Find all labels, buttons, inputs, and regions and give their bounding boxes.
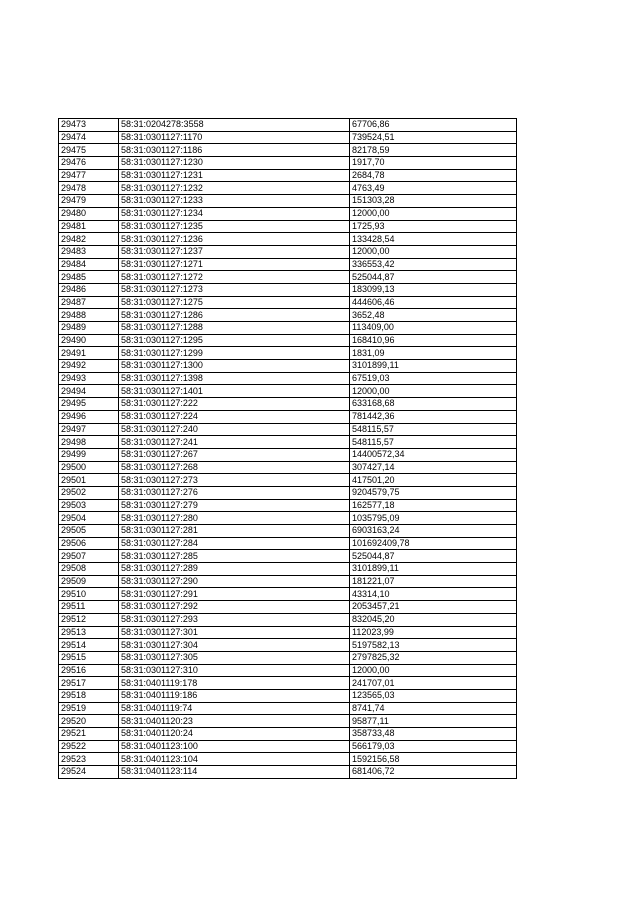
row-number-cell: 29513 xyxy=(59,626,119,639)
value-cell: 3101899,11 xyxy=(350,360,517,373)
row-number-cell: 29523 xyxy=(59,753,119,766)
cadastral-number-cell: 58:31:0301127:280 xyxy=(119,512,350,525)
value-cell: 681406,72 xyxy=(350,766,517,779)
cadastral-number-cell: 58:31:0301127:1232 xyxy=(119,182,350,195)
table-row xyxy=(59,486,517,499)
value-cell: 95877,11 xyxy=(350,715,517,728)
table-row xyxy=(59,728,517,741)
table-row xyxy=(59,613,517,626)
table-row xyxy=(59,575,517,588)
cadastral-number-cell: 58:31:0301127:224 xyxy=(119,410,350,423)
table-row xyxy=(59,436,517,449)
value-cell: 151303,28 xyxy=(350,195,517,208)
row-number-cell: 29479 xyxy=(59,195,119,208)
cadastral-number-cell: 58:31:0301127:1295 xyxy=(119,334,350,347)
table-body xyxy=(59,119,517,779)
row-number-cell: 29505 xyxy=(59,525,119,538)
table-row xyxy=(59,448,517,461)
value-cell: 1917,70 xyxy=(350,157,517,170)
cadastral-number-cell: 58:31:0301127:1170 xyxy=(119,131,350,144)
value-cell: 3101899,11 xyxy=(350,563,517,576)
row-number-cell: 29485 xyxy=(59,271,119,284)
value-cell: 6903163,24 xyxy=(350,525,517,538)
row-number-cell: 29518 xyxy=(59,689,119,702)
value-cell: 739524,51 xyxy=(350,131,517,144)
table-row xyxy=(59,347,517,360)
cadastral-number-cell: 58:31:0401119:178 xyxy=(119,677,350,690)
table-row xyxy=(59,766,517,779)
row-number-cell: 29508 xyxy=(59,563,119,576)
value-cell: 832045,20 xyxy=(350,613,517,626)
value-cell: 168410,96 xyxy=(350,334,517,347)
value-cell: 12000,00 xyxy=(350,245,517,258)
row-number-cell: 29496 xyxy=(59,410,119,423)
value-cell: 1831,09 xyxy=(350,347,517,360)
value-cell: 112023,99 xyxy=(350,626,517,639)
table-row xyxy=(59,563,517,576)
cadastral-number-cell: 58:31:0301127:304 xyxy=(119,639,350,652)
table-row xyxy=(59,664,517,677)
value-cell: 5197582,13 xyxy=(350,639,517,652)
value-cell: 548115,57 xyxy=(350,436,517,449)
row-number-cell: 29477 xyxy=(59,169,119,182)
value-cell: 241707,01 xyxy=(350,677,517,690)
table-row xyxy=(59,360,517,373)
cadastral-number-cell: 58:31:0301127:1235 xyxy=(119,220,350,233)
row-number-cell: 29474 xyxy=(59,131,119,144)
cadastral-number-cell: 58:31:0301127:310 xyxy=(119,664,350,677)
cadastral-number-cell: 58:31:0301127:1272 xyxy=(119,271,350,284)
value-cell: 12000,00 xyxy=(350,664,517,677)
table-row xyxy=(59,233,517,246)
value-cell: 1725,93 xyxy=(350,220,517,233)
table-row xyxy=(59,601,517,614)
value-cell: 307427,14 xyxy=(350,461,517,474)
cadastral-number-cell: 58:31:0301127:241 xyxy=(119,436,350,449)
cadastral-number-cell: 58:31:0301127:1234 xyxy=(119,207,350,220)
row-number-cell: 29503 xyxy=(59,499,119,512)
table-row xyxy=(59,588,517,601)
value-cell: 3652,48 xyxy=(350,309,517,322)
value-cell: 444606,46 xyxy=(350,296,517,309)
row-number-cell: 29498 xyxy=(59,436,119,449)
table-row xyxy=(59,702,517,715)
row-number-cell: 29490 xyxy=(59,334,119,347)
value-cell: 548115,57 xyxy=(350,423,517,436)
table-row xyxy=(59,372,517,385)
table-row xyxy=(59,182,517,195)
table-row xyxy=(59,157,517,170)
row-number-cell: 29497 xyxy=(59,423,119,436)
table-row xyxy=(59,410,517,423)
value-cell: 12000,00 xyxy=(350,207,517,220)
table-row xyxy=(59,195,517,208)
cadastral-number-cell: 58:31:0301127:293 xyxy=(119,613,350,626)
value-cell: 43314,10 xyxy=(350,588,517,601)
row-number-cell: 29494 xyxy=(59,385,119,398)
row-number-cell: 29495 xyxy=(59,398,119,411)
table-row xyxy=(59,525,517,538)
cadastral-number-cell: 58:31:0301127:1236 xyxy=(119,233,350,246)
cadastral-number-cell: 58:31:0301127:284 xyxy=(119,537,350,550)
table-row xyxy=(59,309,517,322)
cadastral-number-cell: 58:31:0301127:301 xyxy=(119,626,350,639)
table-row xyxy=(59,169,517,182)
cadastral-number-cell: 58:31:0301127:267 xyxy=(119,448,350,461)
cadastral-number-cell: 58:31:0301127:1299 xyxy=(119,347,350,360)
table-row xyxy=(59,512,517,525)
row-number-cell: 29509 xyxy=(59,575,119,588)
row-number-cell: 29517 xyxy=(59,677,119,690)
value-cell: 67519,03 xyxy=(350,372,517,385)
row-number-cell: 29483 xyxy=(59,245,119,258)
table-row xyxy=(59,550,517,563)
row-number-cell: 29475 xyxy=(59,144,119,157)
row-number-cell: 29499 xyxy=(59,448,119,461)
row-number-cell: 29489 xyxy=(59,322,119,335)
value-cell: 183099,13 xyxy=(350,283,517,296)
cadastral-number-cell: 58:31:0301127:1233 xyxy=(119,195,350,208)
value-cell: 2053457,21 xyxy=(350,601,517,614)
cadastral-number-cell: 58:31:0301127:1230 xyxy=(119,157,350,170)
table-row xyxy=(59,651,517,664)
row-number-cell: 29491 xyxy=(59,347,119,360)
cadastral-number-cell: 58:31:0301127:305 xyxy=(119,651,350,664)
row-number-cell: 29504 xyxy=(59,512,119,525)
table-row xyxy=(59,119,517,132)
table-row xyxy=(59,144,517,157)
row-number-cell: 29521 xyxy=(59,728,119,741)
cadastral-number-cell: 58:31:0301127:1237 xyxy=(119,245,350,258)
row-number-cell: 29487 xyxy=(59,296,119,309)
cadastral-number-cell: 58:31:0301127:222 xyxy=(119,398,350,411)
row-number-cell: 29484 xyxy=(59,258,119,271)
table-row xyxy=(59,258,517,271)
cadastral-number-cell: 58:31:0301127:1186 xyxy=(119,144,350,157)
row-number-cell: 29486 xyxy=(59,283,119,296)
table-row xyxy=(59,283,517,296)
cadastral-number-cell: 58:31:0401119:74 xyxy=(119,702,350,715)
table-row xyxy=(59,639,517,652)
table-row xyxy=(59,677,517,690)
cadastral-number-cell: 58:31:0401119:186 xyxy=(119,689,350,702)
cadastral-number-cell: 58:31:0401123:100 xyxy=(119,740,350,753)
cadastral-number-cell: 58:31:0401123:114 xyxy=(119,766,350,779)
cadastral-number-cell: 58:31:0301127:276 xyxy=(119,486,350,499)
table-row xyxy=(59,715,517,728)
row-number-cell: 29506 xyxy=(59,537,119,550)
value-cell: 4763,49 xyxy=(350,182,517,195)
cadastral-number-cell: 58:31:0301127:1231 xyxy=(119,169,350,182)
table-row xyxy=(59,740,517,753)
value-cell: 8741,74 xyxy=(350,702,517,715)
cadastral-number-cell: 58:31:0301127:290 xyxy=(119,575,350,588)
value-cell: 1035795,09 xyxy=(350,512,517,525)
row-number-cell: 29493 xyxy=(59,372,119,385)
row-number-cell: 29519 xyxy=(59,702,119,715)
value-cell: 67706,86 xyxy=(350,119,517,132)
table-row xyxy=(59,385,517,398)
cadastral-number-cell: 58:31:0301127:291 xyxy=(119,588,350,601)
row-number-cell: 29502 xyxy=(59,486,119,499)
value-cell: 181221,07 xyxy=(350,575,517,588)
table-row xyxy=(59,334,517,347)
table-row xyxy=(59,423,517,436)
row-number-cell: 29515 xyxy=(59,651,119,664)
table-row xyxy=(59,322,517,335)
cadastral-number-cell: 58:31:0301127:1288 xyxy=(119,322,350,335)
cadastral-number-cell: 58:31:0401120:23 xyxy=(119,715,350,728)
table-row xyxy=(59,499,517,512)
row-number-cell: 29478 xyxy=(59,182,119,195)
value-cell: 113409,00 xyxy=(350,322,517,335)
row-number-cell: 29522 xyxy=(59,740,119,753)
value-cell: 1592156,58 xyxy=(350,753,517,766)
table-row xyxy=(59,271,517,284)
value-cell: 525044,87 xyxy=(350,271,517,284)
cadastral-number-cell: 58:31:0301127:268 xyxy=(119,461,350,474)
cadastral-number-cell: 58:31:0301127:289 xyxy=(119,563,350,576)
table-row xyxy=(59,537,517,550)
cadastral-number-cell: 58:31:0301127:1286 xyxy=(119,309,350,322)
cadastral-number-cell: 58:31:0401123:104 xyxy=(119,753,350,766)
value-cell: 358733,48 xyxy=(350,728,517,741)
value-cell: 525044,87 xyxy=(350,550,517,563)
table-row xyxy=(59,220,517,233)
value-cell: 2797825,32 xyxy=(350,651,517,664)
row-number-cell: 29492 xyxy=(59,360,119,373)
cadastral-number-cell: 58:31:0301127:1398 xyxy=(119,372,350,385)
table-row xyxy=(59,474,517,487)
row-number-cell: 29516 xyxy=(59,664,119,677)
row-number-cell: 29510 xyxy=(59,588,119,601)
value-cell: 14400572,34 xyxy=(350,448,517,461)
table-row xyxy=(59,689,517,702)
value-cell: 162577,18 xyxy=(350,499,517,512)
row-number-cell: 29520 xyxy=(59,715,119,728)
value-cell: 633168,68 xyxy=(350,398,517,411)
row-number-cell: 29512 xyxy=(59,613,119,626)
value-cell: 9204579,75 xyxy=(350,486,517,499)
value-cell: 101692409,78 xyxy=(350,537,517,550)
value-cell: 82178,59 xyxy=(350,144,517,157)
cadastral-number-cell: 58:31:0301127:292 xyxy=(119,601,350,614)
row-number-cell: 29507 xyxy=(59,550,119,563)
cadastral-number-cell: 58:31:0301127:273 xyxy=(119,474,350,487)
row-number-cell: 29481 xyxy=(59,220,119,233)
table-row xyxy=(59,296,517,309)
cadastral-number-cell: 58:31:0301127:1401 xyxy=(119,385,350,398)
row-number-cell: 29500 xyxy=(59,461,119,474)
cadastral-number-cell: 58:31:0301127:281 xyxy=(119,525,350,538)
value-cell: 123565,03 xyxy=(350,689,517,702)
cadastral-number-cell: 58:31:0301127:285 xyxy=(119,550,350,563)
data-table xyxy=(58,118,517,779)
table-row xyxy=(59,626,517,639)
table-row xyxy=(59,753,517,766)
value-cell: 133428,54 xyxy=(350,233,517,246)
cadastral-number-cell: 58:31:0301127:279 xyxy=(119,499,350,512)
table-row xyxy=(59,207,517,220)
value-cell: 336553,42 xyxy=(350,258,517,271)
table-row xyxy=(59,461,517,474)
row-number-cell: 29524 xyxy=(59,766,119,779)
table-row xyxy=(59,398,517,411)
row-number-cell: 29473 xyxy=(59,119,119,132)
cadastral-number-cell: 58:31:0401120:24 xyxy=(119,728,350,741)
cadastral-number-cell: 58:31:0301127:1300 xyxy=(119,360,350,373)
value-cell: 566179,03 xyxy=(350,740,517,753)
cadastral-number-cell: 58:31:0301127:1273 xyxy=(119,283,350,296)
row-number-cell: 29476 xyxy=(59,157,119,170)
row-number-cell: 29514 xyxy=(59,639,119,652)
cadastral-number-cell: 58:31:0301127:1275 xyxy=(119,296,350,309)
table-row xyxy=(59,131,517,144)
value-cell: 781442,36 xyxy=(350,410,517,423)
row-number-cell: 29501 xyxy=(59,474,119,487)
value-cell: 12000,00 xyxy=(350,385,517,398)
cadastral-number-cell: 58:31:0301127:1271 xyxy=(119,258,350,271)
cadastral-number-cell: 58:31:0204278:3558 xyxy=(119,119,350,132)
cadastral-number-cell: 58:31:0301127:240 xyxy=(119,423,350,436)
value-cell: 417501,20 xyxy=(350,474,517,487)
row-number-cell: 29480 xyxy=(59,207,119,220)
row-number-cell: 29488 xyxy=(59,309,119,322)
table-row xyxy=(59,245,517,258)
row-number-cell: 29511 xyxy=(59,601,119,614)
row-number-cell: 29482 xyxy=(59,233,119,246)
value-cell: 2684,78 xyxy=(350,169,517,182)
